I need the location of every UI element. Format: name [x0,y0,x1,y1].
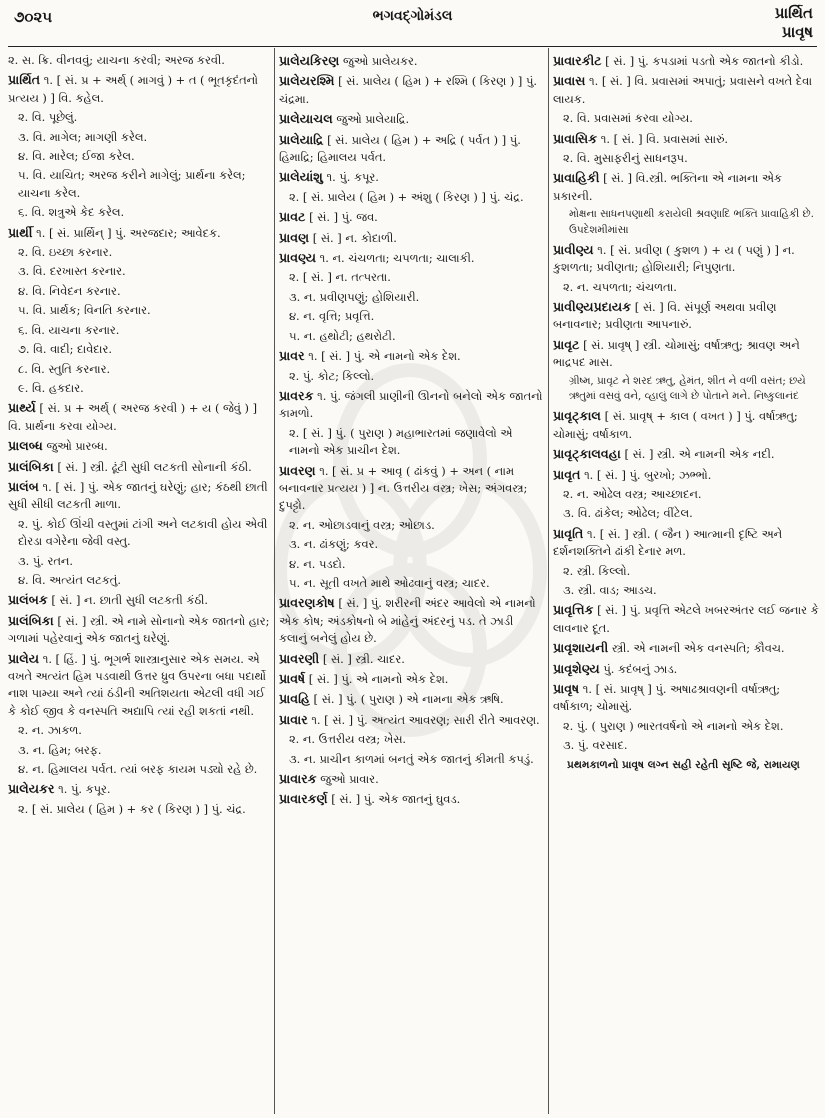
dictionary-entry [279,110,544,128]
dictionary-entry [553,445,819,463]
entry-headword: પ્રાવૃટ [553,336,580,352]
entry-definition: ૭. વિ. વાદી; દાવેદાર. [18,342,112,357]
page-title: ભગવદ્ગોમંડલ [372,8,453,24]
entry-definition: ૨. વિ. મુસાફરીનું સાધનરૂપ. [563,151,688,166]
entry-definition: [ સં. ] પું. ( પુરાણ ) એ નામના એક ઋષિ. [313,692,504,707]
entry-sense [279,575,544,592]
entry-definition: ૨. ન. ઝાકળ. [18,723,82,738]
entry-definition: સ્ત્રી. એ નામની એક વનસ્પતિ; કૌવચ. [611,641,785,656]
entry-sense [8,553,270,570]
entry-definition: ૪. ન. હિમાલય પર્વત. ત્યાં બરફ કાયમ પડ્યો રહે છે. [18,762,258,777]
entry-sense [279,751,544,768]
entry-definition: ૪. વિ. અત્યંત લટકતું. [18,572,121,587]
entry-definition: ૩. વિ. માગેલ; માગણી કરેલ. [18,129,148,144]
entry-definition: ૨. [ સં. ] ન. તત્પરતા. [289,270,391,285]
entry-definition: જુઓ પ્રાલેયાદ્રિ. [336,112,410,127]
page-header [0,0,825,58]
entry-headword: પ્રાવારકર્ણ [279,791,328,807]
dictionary-entry [553,680,819,716]
entry-definition: ૧. પું. કપૂર. [58,782,111,797]
entry-definition: ૨. પું. કોઈ ઊંચી વસ્તુમાં ટાંગી અને લટકાવી હોય એવી દોરડા વગેરેના જેવી વસ્તુ. [18,516,268,549]
dictionary-entry [279,790,544,808]
entry-sense [279,328,544,345]
entry-definition: [ સં. પ્ર + અર્થ્ ( અરજ કરવી ) + ય ( જેવું ) ] વિ. પ્રાર્થના કરવા યોગ્ય. [8,401,258,433]
entry-definition: ૩. ન. પ્રવીણપણું; હોશિયારી. [289,289,420,304]
entry-headword: પ્રાવાહિકી [553,170,600,186]
entry-sense [8,129,270,146]
entry-sense [8,322,270,339]
entry-sense [279,536,544,553]
entry-definition: ૪. વિ. નિવેદન કરનાર. [18,283,121,298]
entry-definition: [ સં. ] વિ.સ્ત્રી. ભક્તિના એ નામના એક પ્રકારની. [553,171,782,203]
entry-definition: ૩. વિ. દરખાસ્ત કરનાર. [18,264,126,279]
entry-definition: [ સં. ] વિ. સંપૂર્ણ અથવા પ્રવીણ બનાવનાર; પ્રવીણતા આપનારું. [553,300,777,332]
dictionary-entry [553,601,819,637]
entry-definition: પું. કદંબનું ઝાડ. [603,661,678,676]
dictionary-entry [8,591,270,609]
entry-headword: પ્રાવહિ [279,691,310,707]
entry-definition: ૨. [ સં. પ્રાલેય ( હિમ ) + કર ( કિરણ ) ] પું. ચંદ્ર. [18,801,246,816]
entry-headword: પ્રાલેય [8,650,40,666]
entry-headword: પ્રાર્થી [8,224,33,240]
entry-headword: પ્રાવૃતિ [553,525,584,541]
entry-definition: ૬. વિ. યાચના કરનાર. [18,322,120,337]
dictionary-entry [279,52,544,70]
entry-sense [8,204,270,221]
entry-definition: [ સં. ] સ્ત્રી. ચાદર. [322,651,405,666]
entry-definition: ૨. સ. ક્રિ. વીનવવું; યાચના કરવી; અરજ કરવી. [8,53,225,67]
entry-headword: પ્રાલેયકિરણ [279,53,340,68]
dictionary-entry [279,72,544,108]
dictionary-entry [553,639,819,657]
entry-headword: પ્રાવરણી [279,650,320,666]
entry-sense [279,425,544,460]
entry-definition: [ સં. ] સ્ત્રી. એ નામે સોનાનો એક જાતનો હાર; ગળામાં પહેરવાનું એક જાતનું ઘરેણું. [8,613,270,646]
dictionary-entry [279,690,544,708]
entry-definition: જુઓ પ્રાલેયકર. [342,54,418,68]
entry-definition: ૧. [ સં. ] પું. એ નામનો એક દેશ. [308,349,461,364]
dictionary-entry [553,466,819,484]
entry-definition: ૫. ન. હથોટી; હથરોટી. [289,328,396,343]
entry-headword: પ્રાલંબ [8,478,39,494]
entry-sense [8,801,270,818]
entry-sense [279,517,544,534]
entry-definition: ૪. ન. વૃત્તિ; પ્રવૃત્તિ. [289,309,375,324]
entry-definition: ૩. પું. રતન. [18,553,74,568]
entry-sense [553,207,819,239]
dictionary-entry [279,770,544,788]
entry-sense [553,486,819,503]
entry-definition: જુઓ પ્રાવાર. [320,772,379,787]
entry-sense [8,148,270,165]
entry-headword: પ્રાલંબિકા [8,612,54,628]
entry-definition: ૧. [ હિં. ] પું. ભૂગર્ભ શાસ્ત્રાનુસાર એક સમય. એ વખતે અત્યંત હિમ પડવાથી ઉત્તર ધ્રુવ ઉપરના બધા પદાર્થો નાશ પામ્યા અને ત્યાં ઠંડીની અતિશયતા એટલી વધી ગઈ કે કોઈ જીવ કે વનસ્પતિ અદ્યાપિ ત્યાં રહી શકતાં નથી. [8,651,266,718]
entry-definition: ૯. વિ. હકદાર. [18,380,84,395]
entry-headword: પ્રાવાસિક [553,130,598,146]
entry-definition: ૧. પું. કપૂર. [326,170,379,185]
entry-sense [8,722,270,739]
entry-headword: પ્રાવૃત [553,466,581,482]
entry-definition: ૪. વિ. મારેલ; ઈજા કરેલ. [18,149,135,164]
entry-definition: [ સં. ] પું. કપડામાં પડતો એક જાતનો કીડો. [605,54,804,68]
entry-headword: પ્રાવીણ્ય [553,241,594,257]
entry-definition: [ સં. ] પું. જવ. [309,210,378,225]
entry-definition: ૫. વિ. યાચિત; અરજ કરીને માગેલું; પ્રાર્થના કરેલ; યાચના કરેલ. [18,168,246,200]
entry-definition: ૧. [ સં. પ્ર + આવૃ ( ઢાંકવું ) + અન ( નામ બનાવનાર પ્રત્યય ) ] ન. ઉત્તરીય વસ્ત્ર; ખેસ; અંગવસ્ત્ર; દુપટ્ટો. [279,463,528,513]
entry-sense [553,279,819,296]
entry-definition: [ સં. ] સ્ત્રી. એ નામની એક નદી. [624,447,775,462]
entry-definition: [ સં. પ્રાવૃષ્ + કાલ ( વખત ) ] પું. વર્ષાઋતુ; ચોમાસું; વર્ષાકાળ. [553,409,798,441]
entry-sense [8,361,270,378]
dictionary-entry [553,130,819,148]
dictionary-entry [8,478,270,514]
entry-definition: જુઓ પ્રારબ્ધ. [46,439,108,454]
entry-sense [8,742,270,759]
entry-definition: ૩. ન. ઢાંકણું; કવર. [289,537,379,552]
dictionary-entry [279,462,544,515]
entry-definition: ૫. વિ. પ્રાર્થક; વિનતિ કરનાર. [18,303,151,318]
dictionary-entry [553,407,819,443]
entry-headword: પ્રાવણ [279,229,310,245]
entry-definition: ૧. [ સં. પ્રાવૃષ્ ] પું. અષાઢશ્રાવણની વર્ષાઋતુ; વર્ષાકાળ; ચોમાસું. [553,681,781,714]
dictionary-entry [8,437,270,455]
entry-sense [8,52,270,69]
dictionary-entry [279,347,544,365]
entry-sense [8,109,270,126]
entry-definition: ૧. [ સં. ] પું. અત્યંત આવરણ; સારી રીતે આવરણ. [311,712,540,727]
entry-headword: પ્રાલેયાદ્રિ [279,131,324,147]
entry-sense [8,572,270,589]
entry-definition: ગ્રીષ્મ, પ્રાવૃટ ને શરદ ઋતુ, હેમંત, શીત ને વળી વસંત; છયે ઋતુમાં વસવું વને, વ્હાલું લાગે છે પોતાને મને. નિષ્કુલાનંદ [569,374,806,403]
entry-definition: ૩. ન. પ્રાચીન કાળમાં બનતું એક જાતનું કીમતી કપડું. [289,751,534,766]
entry-sense [8,263,270,280]
entry-headword: પ્રાવાર [279,711,308,727]
entry-sense [553,757,819,773]
dictionary-entry [279,387,544,423]
dictionary-entry [8,71,270,107]
entry-headword: પ્રાર્થ્ય [8,400,36,416]
entry-sense [8,761,270,778]
dictionary-entry [8,224,270,242]
entry-definition: ૧. [ સં. ] પું. એક જાતનું ઘરેણું; હાર; કંઠથી છાતી સુધી સીધી લટકતી માળા. [8,479,268,512]
entry-definition: ૪. ન. પડદો. [289,556,346,571]
entry-sense [553,505,819,522]
entry-headword: પ્રાવારક [279,771,317,787]
column-divider-1 [274,48,275,1114]
dictionary-entry [8,399,270,435]
entry-definition: ૧. [ સં. ] પું. બુરખો; ઝભ્ભો. [584,467,712,482]
entry-definition: ૫. ન. સૂતી વખતે માથે ઓઢવાનું વસ્ત્ર; ચાદર. [289,575,490,590]
entry-definition: ૧. પું. જંગલી પ્રાણીની ઊનનો બનેલો એક જાતનો કામળો. [279,388,543,421]
dictionary-entry [279,670,544,688]
entry-headword: પ્રાવૃટ્કાલ [553,408,601,424]
entry-sense [553,582,819,599]
entry-headword: પ્રાવટ [279,209,306,225]
dictionary-entry [553,660,819,678]
entry-definition: ૬. વિ. શત્રુએ કેદ કરેલ. [18,205,125,220]
entry-sense [8,167,270,202]
entry-headword: પ્રાલેયાચલ [279,111,333,127]
entry-headword: પ્રાલબ્ધ [8,438,43,454]
entry-definition: ૧. [ સં. ] વિ. પ્રવાસમાં અપાતું; પ્રવાસને વખતે દેવા લાયક. [553,74,813,106]
entry-headword: પ્રાવૃટ્કાલવહા [553,446,621,462]
entry-definition: [ સં. ] સ્ત્રી. ઢૂંટી સુધી લટકતી સોનાની કંઠી. [57,459,252,474]
entry-definition: ૨. વિ. ઇચ્છા કરનાર. [18,245,113,260]
entry-headword: પ્રાવૃત્તિક [553,602,594,618]
entry-headword: પ્રાવૃશાયની [553,640,609,656]
entry-definition: ૩. વિ. ઢાંકેલ; ઓઢેલ; વીંટેલ. [563,506,693,521]
entry-definition: [ સં. ] ન. છાતી સુધી લટકતી કંઠી. [51,593,208,608]
dictionary-entry [279,229,544,247]
entry-headword: પ્રાવૃષ [553,680,580,696]
entry-definition: ૩. પું. વરસાદ. [563,738,628,753]
entry-sense [8,244,270,261]
entry-definition: પ્રથમકાળનો પ્રાવૃષ લગ્ન સહી રહેતી સૃષ્ટિ જે, રામાયણ [567,758,800,771]
entry-headword: પ્રાવારકીટ [553,53,602,68]
entry-definition: [ સં. પ્રાલેય ( હિમ ) + અદ્રિ ( પર્વત ) ] પું. હિમાદ્રિ; હિમાલય પર્વત. [279,132,521,165]
entry-headword: પ્રાવરણ [279,462,316,478]
entry-sense [8,283,270,300]
column-left [8,52,270,1114]
entry-headword: પ્રાર્થિત [8,72,41,88]
entry-definition: ૨. વિ. પૂછેલું. [18,110,78,125]
page-number: ૭૦૨૫ [14,8,53,26]
entry-sense [279,731,544,748]
entry-definition: ૨. ન. ઉત્તરીય વસ્ત્ર; ખેસ. [289,732,407,747]
entry-definition: ૨. ન. ઓછાડવાનું વસ્ત્ર; ઓછાડ. [289,517,435,532]
entry-headword: પ્રાવાસ [553,73,586,89]
dictionary-entry [553,72,819,108]
column-right [553,52,819,1114]
dictionary-entry [279,711,544,729]
entry-definition: ૨. [ સં. પ્રાલેય ( હિમ ) + અંશુ ( કિરણ ) ] પું. ચંદ્ર. [289,189,524,204]
dictionary-entry [279,208,544,226]
entry-headword: પ્રાલેયકર [8,781,55,797]
entry-definition: ૨. પું. ( પુરાણ ) ભારતવર્ષનો એ નામનો એક દેશ. [563,718,784,733]
entry-definition: [ સં. ] પું. એ નામનો એક દેશ. [308,672,449,686]
entry-definition: ૩. સ્ત્રી. વાડ; આડચ. [563,582,657,597]
entry-sense [553,374,819,406]
entry-sense [8,302,270,319]
dictionary-entry [8,612,270,648]
entry-definition: [ સં. ] પું. શરીરની અંદર આવેલો એ નામનો એક કોષ; અંડકોષનો બે માંહેનું અંદરનું પડ. તે ઝાડી કલાનું બનેલું હોય છે. [279,596,536,646]
entry-definition: [ સં. ] ન. કોદાળી. [312,230,397,245]
entry-sense [8,341,270,358]
dictionary-entry [8,780,270,798]
entry-sense [8,516,270,551]
entry-headword: પ્રાવીણ્યપ્રદાયક [553,299,632,315]
entry-sense [279,289,544,306]
entry-definition: ૨. ન. ચપળતા; ચંચળતા. [563,279,677,294]
entry-definition: ૨. ન. ઓઢેલ વસ્ત્ર; આચ્છાદન. [563,486,702,501]
dictionary-entry [8,458,270,476]
entry-sense [553,737,819,754]
header-rule [8,46,817,47]
guide-word-first: પ્રાર્થિત [774,4,813,22]
entry-headword: પ્રાવર [279,348,305,364]
entry-headword: પ્રાલેયાંશુ [279,169,323,185]
entry-sense [8,380,270,397]
entry-definition: ૨. [ સં. ] પું. ( પુરાણ ) મહાભારતમાં જણાવેલો એ નામનો એક પ્રાચીન દેશ. [289,425,513,458]
dictionary-entry [553,336,819,372]
entry-sense [553,563,819,580]
entry-headword: પ્રાવર્ષ [279,671,306,686]
entry-definition: ૧. [ સં. પ્રાર્થિન્ ] પું. અરજદાર; આવેદક. [36,225,221,240]
dictionary-entry [553,525,819,561]
column-divider-2 [548,48,549,1114]
entry-definition: ૧. [ સં. પ્ર + અર્થ્ ( માગવું ) + ત ( ભૂતકૃદંતનો પ્રત્યય ) ] વિ. કહેલ. [8,73,259,105]
entry-sense [553,150,819,167]
entry-sense [553,718,819,735]
entry-headword: પ્રાવણ્ય [279,250,317,266]
entry-definition: ૧. [ સં. ] વિ. પ્રવાસમાં સારું. [600,131,729,146]
entry-definition: [ સં. ] પું. પ્રવૃત્તિ એટલે ખબરઅંતર લઈ જનાર કે લાવનાર દૂત. [553,603,819,635]
dictionary-entry [279,168,544,186]
entry-headword: પ્રાલેયરશ્મિ [279,73,335,89]
guide-words [775,4,813,42]
dictionary-entry [279,131,544,167]
entry-headword: પ્રાવરક [279,387,314,403]
entry-definition: ૨. વિ. પ્રવાસમાં કરવા યોગ્ય. [563,111,693,126]
entry-definition: ૮. વિ. સ્તુતિ કરનાર. [18,361,111,376]
dictionary-entry [553,169,819,205]
guide-word-last: પ્રાવૃષ [781,23,813,41]
entry-sense [279,556,544,573]
entry-definition: ૧. ન. ચંચળતા; ચપળતા; ચાલાકી. [319,251,475,266]
entry-definition: [ સં. પ્રાલેય ( હિમ ) + રશ્મિ ( કિરણ ) ] પું. ચંદ્રમા. [279,74,537,106]
entry-definition: ૧. [ સં. ] સ્ત્રી. ( જૈન ) આત્માની દૃષ્ટિ અને દર્શનશક્તિને ઢાંકી દેનાર મળ. [553,526,783,559]
column-middle [279,52,544,1114]
dictionary-entry [553,52,819,70]
entry-sense [279,269,544,286]
entry-definition: ૨. સ્ત્રી. કિલ્લો. [563,563,631,578]
entry-definition: [ સં. ] પું. એક જાતનું ઘુવડ. [331,792,461,807]
entry-sense [279,189,544,206]
entry-definition: ૨. પું. કોટ; કિલ્લો. [289,368,375,383]
dictionary-entry [8,650,270,721]
entry-sense [279,368,544,385]
entry-definition: ૩. ન. હિમ; બરફ. [18,742,102,757]
dictionary-entry [553,298,819,334]
entry-sense [553,110,819,127]
dictionary-entry [553,241,819,277]
entry-headword: પ્રાલંબિકા [8,458,54,474]
dictionary-entry [279,249,544,267]
entry-headword: પ્રાલંબક [8,592,48,608]
dictionary-entry [279,650,544,668]
dictionary-entry [279,594,544,647]
entry-headword: પ્રાવરણકોષ [279,595,335,611]
entry-headword: પ્રાવૃશેણ્ય [553,660,600,676]
entry-definition: ૧. [ સં. પ્રવીણ ( કુશળ ) + ય ( પણું ) ] ન. કુશળતા; પ્રવીણતા; હોશિયારી; નિપુણતા. [553,242,795,275]
entry-sense [279,308,544,325]
entry-definition: મોક્ષના સાધનપણાથી કરાયેલી શ્રવણાદિ ભક્તિ પ્રાવાહિકી છે. ઉપદેશમીમાંસા [569,208,814,237]
entry-definition: [ સં. પ્રાવૃષ્ ] સ્ત્રી. ચોમાસું; વર્ષાઋતુ; શ્રાવણ અને ભાદ્રપદ માસ. [553,337,800,370]
